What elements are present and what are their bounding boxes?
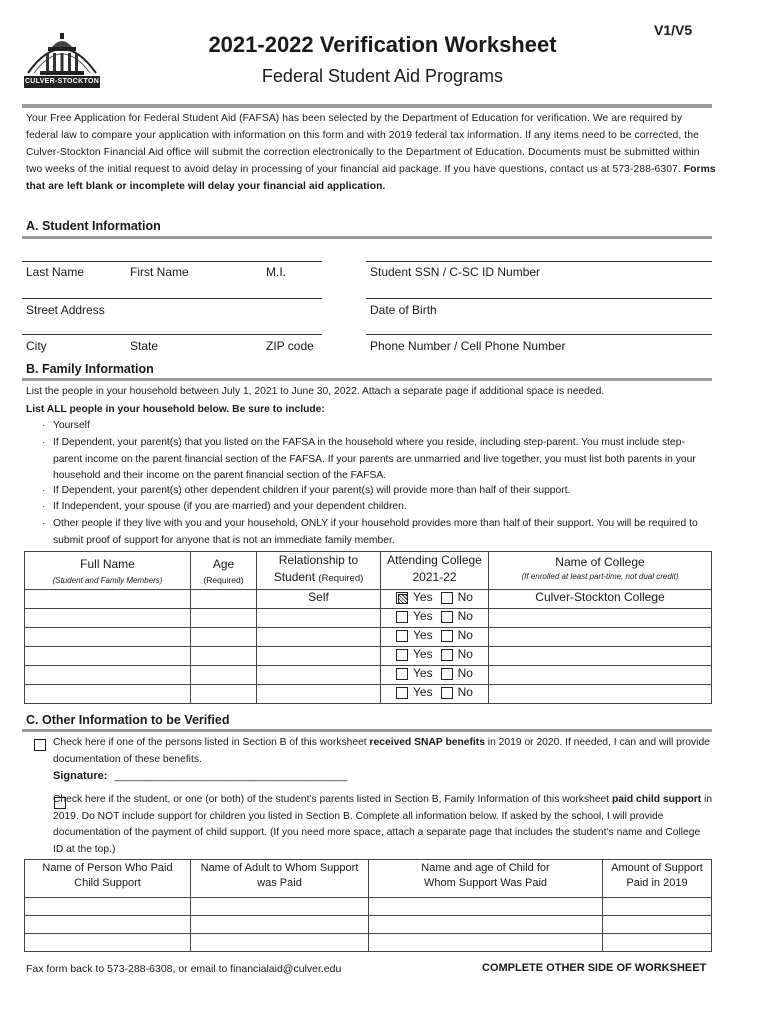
zip-label: ZIP code — [266, 339, 314, 353]
attending-cell: Yes No — [381, 647, 489, 666]
relationship-cell[interactable] — [257, 647, 381, 666]
bullet-item: · If Independent, your spouse (if you are married) and your dependent children. — [42, 501, 407, 512]
first-name-label: First Name — [130, 265, 189, 279]
table-row — [25, 590, 712, 609]
payer-cell[interactable] — [25, 898, 191, 916]
yes-checkbox[interactable] — [396, 630, 408, 642]
college-cell[interactable] — [489, 609, 712, 628]
intro-bold: Forms that are left blank or incomplete will delay your financial aid application. — [26, 164, 716, 192]
section-c-divider — [22, 729, 712, 732]
section-b-heading: B. Family Information — [26, 362, 154, 376]
age-cell[interactable] — [191, 647, 257, 666]
name-cell[interactable] — [25, 628, 191, 647]
name-top-line — [22, 261, 322, 262]
relationship-cell[interactable] — [257, 666, 381, 685]
table-row — [25, 609, 712, 628]
yes-checkbox[interactable] — [396, 649, 408, 661]
age-cell[interactable] — [191, 685, 257, 704]
table-row — [25, 934, 712, 952]
table-row — [25, 666, 712, 685]
child-cell[interactable] — [369, 934, 603, 952]
name-cell[interactable] — [25, 685, 191, 704]
college-cell[interactable] — [489, 647, 712, 666]
last-name-label: Last Name — [26, 265, 85, 279]
ssn-field-line[interactable] — [366, 298, 712, 299]
header-divider — [22, 104, 712, 108]
name-cell[interactable] — [25, 647, 191, 666]
age-cell[interactable] — [191, 590, 257, 609]
amount-cell[interactable] — [603, 898, 712, 916]
name-cell[interactable] — [25, 609, 191, 628]
col-relationship: Relationship to Student (Required) — [257, 552, 381, 590]
col-amount: Amount of Support Paid in 2019 — [603, 860, 712, 898]
bullet-item: · If Dependent, your parent(s) that you listed on the FAFSA in the household where you reside, including step-parent. You must include step-parent income on the parent financial section of the FAFSA. If your parents are unmarried and live together, you must list both parents in your household and their income on the parent financial section of the FAFSA. — [42, 437, 696, 481]
page-title: 2021-2022 Verification Worksheet — [208, 32, 557, 57]
signature-row — [53, 770, 347, 782]
no-checkbox[interactable] — [441, 630, 453, 642]
section-a-heading: A. Student Information — [26, 219, 161, 233]
relationship-cell[interactable] — [257, 628, 381, 647]
name-cell[interactable] — [25, 590, 191, 609]
table-row — [25, 916, 712, 934]
dob-label: Date of Birth — [370, 303, 437, 317]
version-label: V1/V5 — [654, 22, 693, 38]
name-field-line[interactable] — [22, 298, 322, 299]
bullet-item: · If Dependent, your parent(s) other dependent children if your parent(s) will provide more than half of their support. — [42, 485, 571, 496]
signature-line[interactable]: ______________________________________ — [114, 770, 347, 782]
intro-text: Your Free Application for Federal Student Aid (FAFSA) has been selected by the Department of Education for verification. We are required by federal law to compare your application with information on this form and with 2019 federal tax information. If any items need to be corrected, the Culver-Stockton Financial Aid office will submit the correction electronically to the Department of Education. Documents must be submitted within two weeks of the initial request to avoid delay in processing of your financial aid package. If you have questions, contact us at 573-288-6307. — [26, 113, 700, 175]
college-cell[interactable] — [489, 666, 712, 685]
amount-cell[interactable] — [603, 934, 712, 952]
footer-contact: Fax form back to 573-288-6308, or email to financialaid@culver.edu — [26, 963, 342, 975]
attending-cell: Yes No — [381, 666, 489, 685]
yes-checkbox[interactable] — [396, 668, 408, 680]
snap-text: Check here if one of the persons listed in Section B of this worksheet received SNAP benefits in 2019 or 2020. If needed, I can and will provide documentation of these benefits. — [53, 737, 710, 765]
child-cell[interactable] — [369, 898, 603, 916]
col-age: Age (Required) — [191, 552, 257, 590]
section-b-line1: List the people in your household between July 1, 2021 to June 30, 2022. Attach a separate page if additional space is needed. — [26, 386, 605, 397]
col-recipient: Name of Adult to Whom Support was Paid — [191, 860, 369, 898]
state-label: State — [130, 339, 159, 353]
college-cell[interactable] — [489, 628, 712, 647]
name-cell[interactable] — [25, 666, 191, 685]
family-table — [24, 551, 712, 704]
relationship-cell: Self — [257, 590, 381, 609]
relationship-cell[interactable] — [257, 609, 381, 628]
page-subtitle: Federal Student Aid Programs — [261, 66, 504, 86]
city-label: City — [26, 339, 47, 353]
yes-checkbox[interactable] — [396, 611, 408, 623]
no-checkbox[interactable] — [441, 611, 453, 623]
no-checkbox[interactable] — [441, 687, 453, 699]
age-cell[interactable] — [191, 666, 257, 685]
amount-cell[interactable] — [603, 916, 712, 934]
col-child: Name and age of Child for Whom Support Was Paid — [369, 860, 603, 898]
table-row — [25, 685, 712, 704]
yes-checkbox[interactable] — [396, 592, 408, 604]
table-row — [25, 628, 712, 647]
street-field-line[interactable] — [22, 334, 322, 335]
attending-cell: Yes No — [381, 685, 489, 704]
col-payer: Name of Person Who Paid Child Support — [25, 860, 191, 898]
no-checkbox[interactable] — [441, 668, 453, 680]
age-cell[interactable] — [191, 609, 257, 628]
ssn-label: Student SSN / C-SC ID Number — [370, 265, 541, 279]
no-checkbox[interactable] — [441, 592, 453, 604]
bullet-item: · Other people if they live with you and your household, ONLY if your household provides more than half of their support. You will be required to submit proof of support for anyone that is not an immediate family member. — [42, 518, 698, 546]
recipient-cell[interactable] — [191, 898, 369, 916]
recipient-cell[interactable] — [191, 916, 369, 934]
col-attending: Attending College 2021-22 — [381, 552, 489, 590]
age-cell[interactable] — [191, 628, 257, 647]
col-full-name: Full Name (Student and Family Members) — [25, 552, 191, 590]
payer-cell[interactable] — [25, 934, 191, 952]
section-a-divider — [22, 236, 712, 239]
signature-label: Signature: — [53, 770, 108, 782]
logo-text: CULVER-STOCKTON — [24, 76, 100, 88]
bullet-item: · Yourself — [42, 420, 90, 431]
yes-checkbox[interactable] — [396, 687, 408, 699]
attending-cell: Yes No — [381, 628, 489, 647]
mi-label: M.I. — [266, 265, 286, 279]
child-cell[interactable] — [369, 916, 603, 934]
child-support-table — [24, 859, 712, 952]
payer-cell[interactable] — [25, 916, 191, 934]
ssn-top-line — [366, 261, 712, 262]
phone-label: Phone Number / Cell Phone Number — [370, 339, 566, 353]
no-checkbox[interactable] — [441, 649, 453, 661]
recipient-cell[interactable] — [191, 934, 369, 952]
attending-cell: Yes No — [381, 590, 489, 609]
attending-cell: Yes No — [381, 609, 489, 628]
street-label: Street Address — [26, 303, 105, 317]
col-college-name: Name of College (If enrolled at least part-time, not dual credit) — [489, 552, 712, 590]
table-row — [25, 647, 712, 666]
relationship-cell[interactable] — [257, 685, 381, 704]
footer-note: COMPLETE OTHER SIDE OF WORKSHEET — [482, 962, 707, 974]
snap-checkbox[interactable] — [34, 739, 46, 751]
dob-field-line[interactable] — [366, 334, 712, 335]
college-cell[interactable] — [489, 685, 712, 704]
table-row — [25, 898, 712, 916]
section-c-heading: C. Other Information to be Verified — [26, 713, 230, 727]
intro-paragraph — [26, 110, 716, 195]
child-support-text: Check here if the student, or one (or both) of the student’s parents listed in Section B, Family Information of this worksheet paid child support in 2019. Do NOT include support for children you listed in Section B. Complete all information below. If asked by the school, I will provide documentation of the payment of child support. (If you need more space, attach a separate page that includes the student’s name and College ID at the top.) — [53, 794, 713, 855]
college-cell: Culver-Stockton College — [489, 590, 712, 609]
section-b-divider — [22, 378, 712, 381]
section-b-line2: List ALL people in your household below. Be sure to include: — [26, 404, 325, 415]
